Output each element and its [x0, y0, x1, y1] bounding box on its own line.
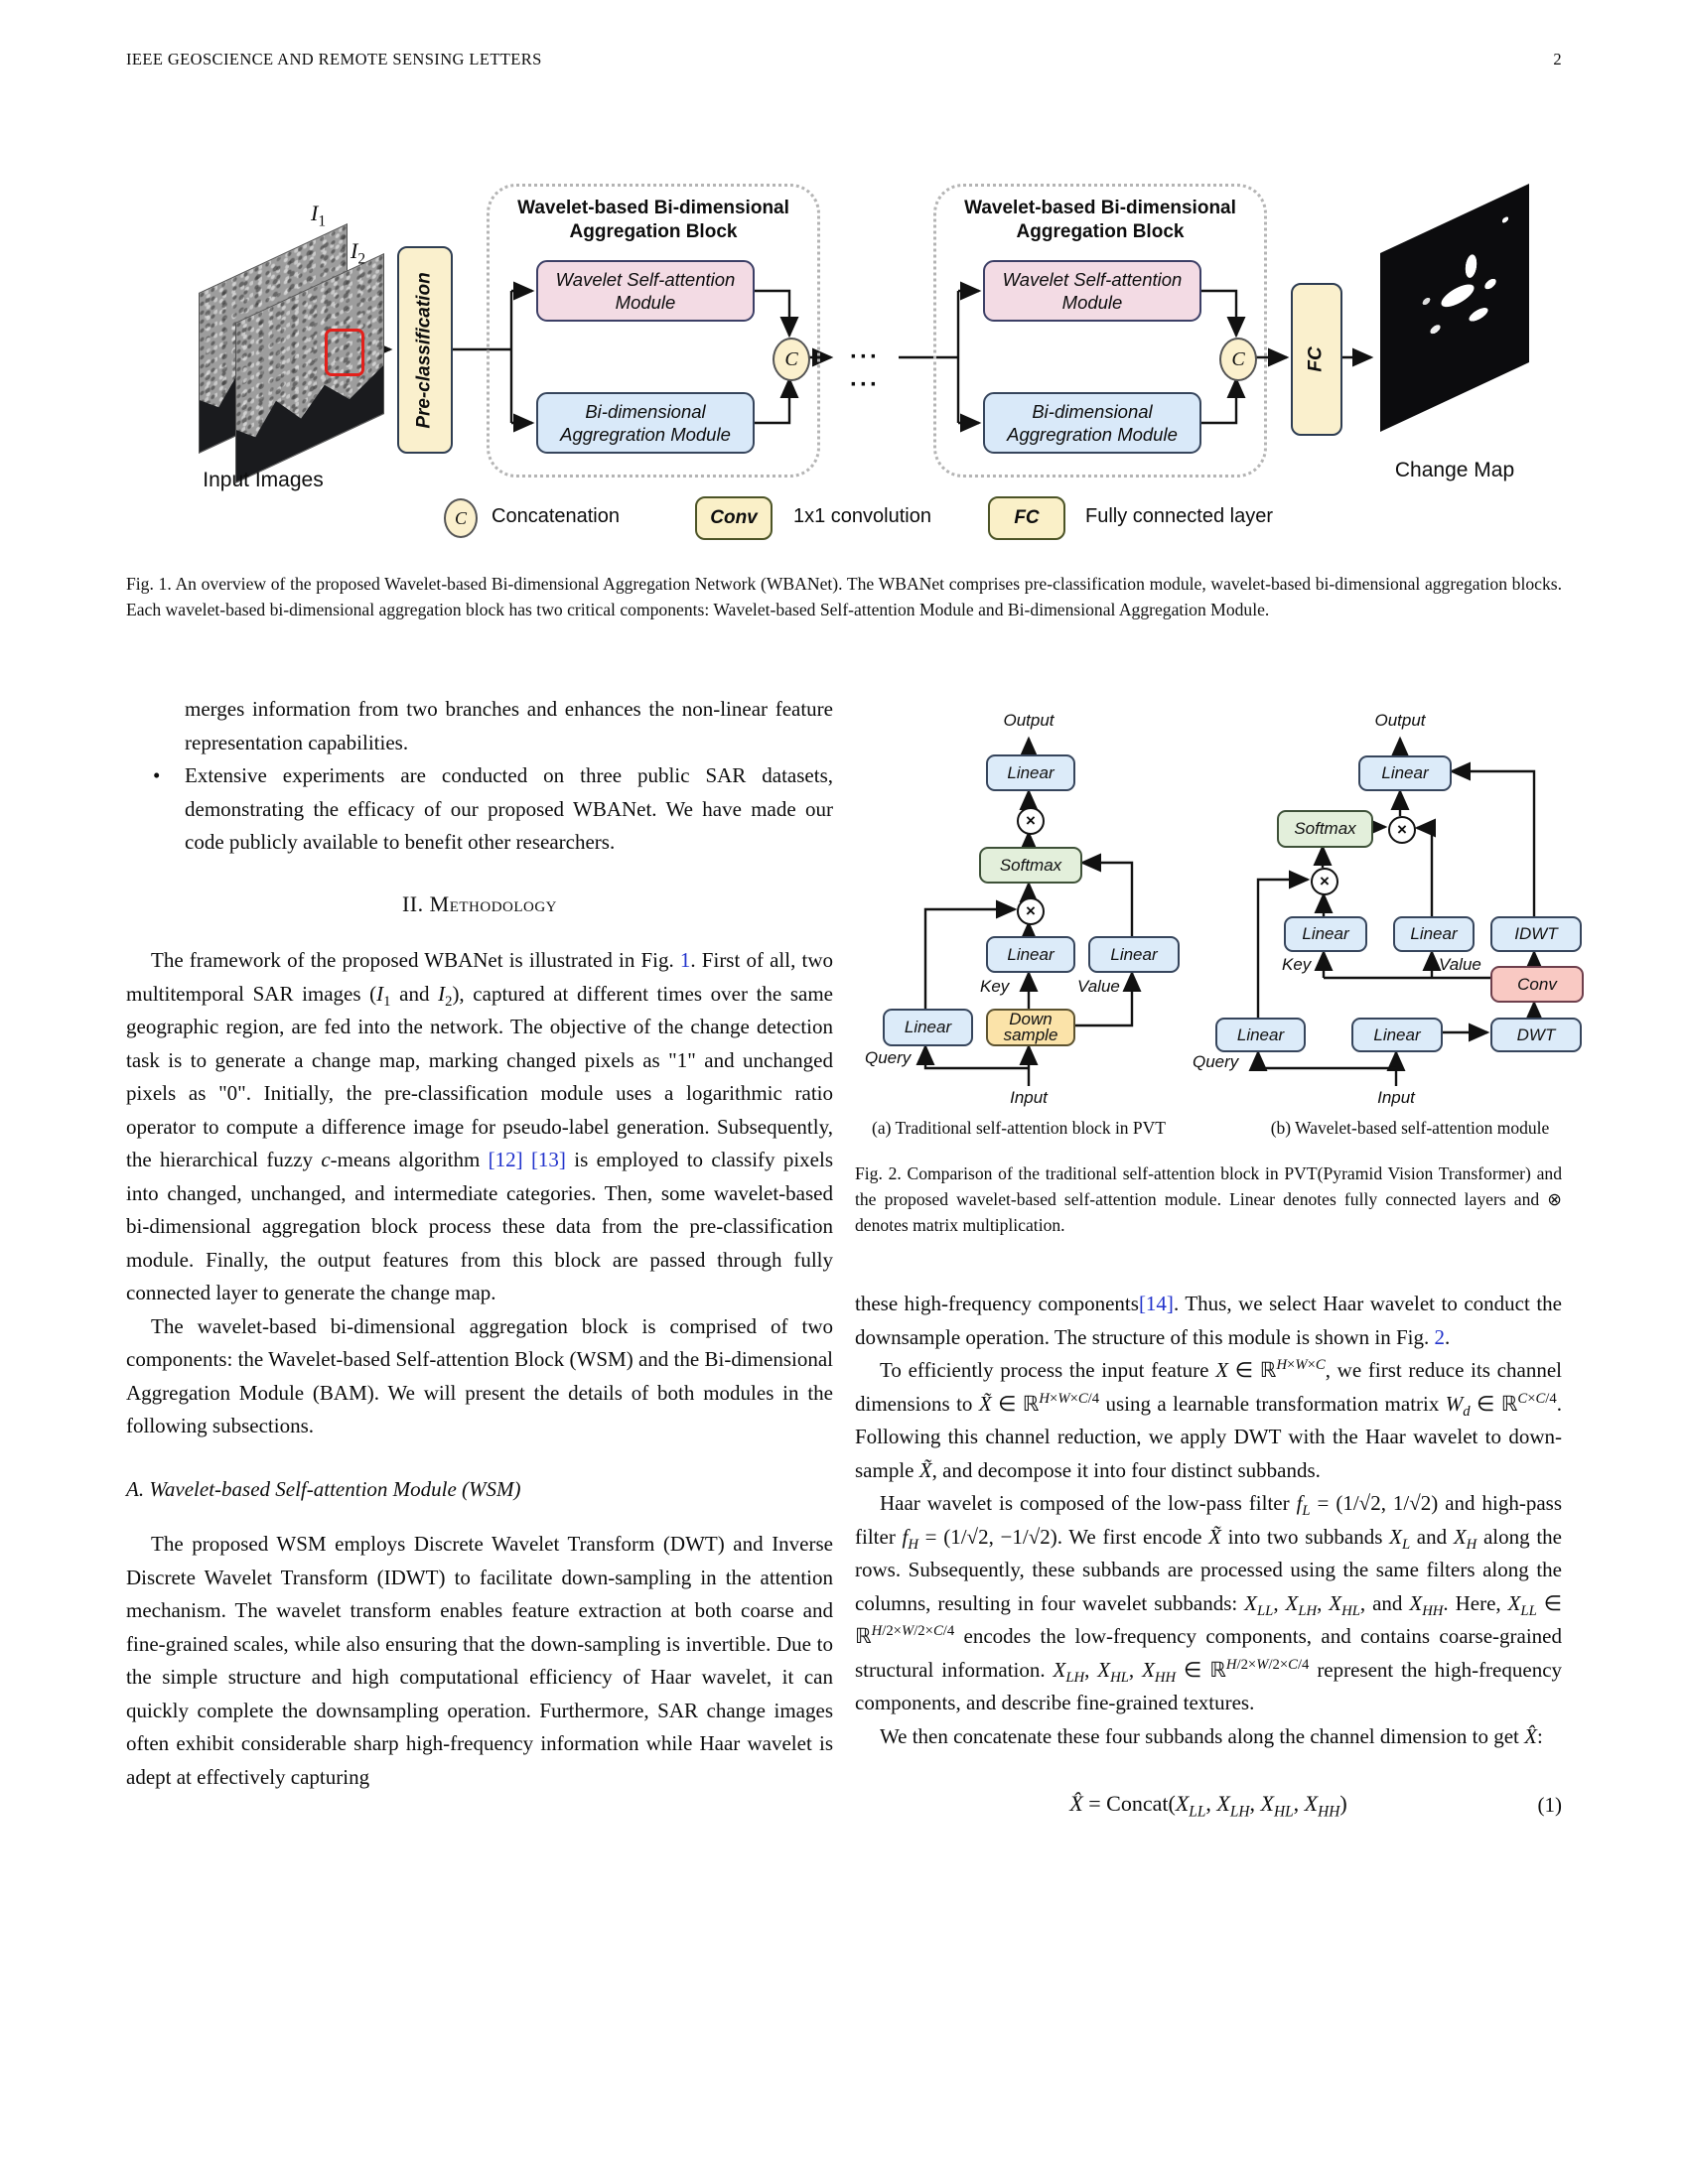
figure-2-caption: Fig. 2. Comparison of the traditional self-attention block in PVT(Pyramid Vision Transformer) and the proposed wavelet-based self-attention module. Linear denotes fully connected layers and ⊗ denotes matrix multiplication. — [855, 1163, 1562, 1235]
paragraph-wsm-intro: The proposed WSM employs Discrete Wavelet Transform (DWT) and Inverse Discrete Wavelet Transform (IDWT) to facilitate down-sampling in the attention mechanism. The wavelet transform enables feature extraction at both coarse and fine-grained scales, while also ensuring that the down-sampling is invertible. Due to the simple structure and high computational efficiency of Haar wavelet, it can quickly complete the downsampling operation. Furthermore, SAR change images often exhibit considerable sharp high-frequency information while Haar wavelet is adept at effectively capturing — [126, 1532, 833, 1789]
page-number: 2 — [1553, 50, 1562, 68]
fig2a-matmul-icon-top: × — [1017, 807, 1045, 835]
change-map-label: Change Map — [1394, 459, 1515, 481]
fig2b-linear-top: Linear — [1358, 755, 1452, 791]
legend-conv-text: 1x1 convolution — [793, 505, 931, 527]
subsection-heading-wsm: A. Wavelet-based Self-attention Module (WSM) — [126, 1476, 521, 1501]
wavelet-self-attention-module-2: Wavelet Self-attention Module — [983, 260, 1201, 322]
region-of-interest-marker — [325, 329, 364, 376]
fig2b-softmax: Softmax — [1277, 810, 1373, 848]
fig2a-linear-value: Linear — [1088, 936, 1180, 973]
paragraph-block-components: The wavelet-based bi-dimensional aggregation block is comprised of two components: the Wavelet-based Self-attention Block (WSM) and the Bi-dimensional Aggregation Module (BAM). We will present the details of both modules in the following subsections. — [126, 1313, 833, 1437]
concatenation-node-1: C — [773, 338, 810, 381]
page-header — [126, 50, 1562, 69]
fig2b-dwt: DWT — [1490, 1018, 1582, 1052]
fig2b-matmul-icon-bottom: × — [1311, 868, 1338, 895]
fully-connected-layer-box: FC — [1291, 283, 1342, 436]
equation-1-number: (1) — [1537, 1793, 1562, 1817]
legend-fc-icon: FC — [988, 496, 1065, 540]
fig2b-linear-key: Linear — [1284, 916, 1367, 952]
bi-dimensional-aggregation-module-1: Bi-dimensional Aggregration Module — [536, 392, 755, 454]
fig2b-input-label: Input — [1377, 1088, 1415, 1107]
left-column — [126, 693, 833, 1794]
fig2a-linear-query: Linear — [883, 1009, 973, 1046]
paragraph-channel-reduction: To efficiently process the input feature X ∈ ℝ$^{H\times W\times C}$, we first reduce its channel dimensions to X̃ ∈ ℝ$^{H\times W\times C/4}$ using a learnable transformation matrix $W_d$ ∈ ℝ$^{C\times C/4}$. Following this channel reduction, we apply DWT with the Haar wavelet to down-sample X̃, and decompose it into four distinct subbands. — [855, 1357, 1562, 1482]
legend-conv-icon: Conv — [695, 496, 773, 540]
fig2b-query-label: Query — [1193, 1052, 1239, 1071]
wavelet-self-attention-module-1: Wavelet Self-attention Module — [536, 260, 755, 322]
right-column — [855, 693, 1562, 1821]
paragraph-haar-filters: Haar wavelet is composed of the low-pass filter $f_L = (1/√2$, 1/√2) and high-pass filter $f_H = (1/√2$, −1/√2). We first encode X̃ into two subbands $X_L$ and $X_H$ along the rows. Subsequently, these subbands are processed using the same filters along the columns, resulting in four wavelet subbands: $X_{LL}$, $X_{LH}$, $X_{HL}$, and $X_{HH}$. Here, $X_{LL}$ ∈ ℝ$^{H/2\times W/2\times C/4}$ encodes the low-frequency components, and contains coarse-grained structural information. $X_{LH}$, $X_{HL}$, $X_{HH}$ ∈ ℝ$^{H/2\times W/2\times C/4}$ represent the high-frequency components, and describe fine-grained textures. — [855, 1491, 1563, 1714]
fig2b-linear-value: Linear — [1393, 916, 1475, 952]
fig2a-value-label: Value — [1077, 977, 1120, 996]
fig2a-softmax: Softmax — [979, 847, 1082, 884]
fig2a-query-label: Query — [865, 1048, 912, 1067]
fig2b-value-label: Value — [1439, 955, 1481, 974]
bullet-item-text: Extensive experiments are conducted on three public SAR datasets, demonstrating the efficacy of our proposed WBANet. We have made our code publicly available to benefit other researchers. — [185, 763, 833, 854]
aggregation-block-1-title: Wavelet-based Bi-dimensional Aggregation Block — [517, 198, 789, 242]
fig2b-output-label: Output — [1374, 711, 1426, 730]
fig2b-matmul-icon-top: × — [1388, 816, 1416, 844]
aggregation-block-2-title: Wavelet-based Bi-dimensional Aggregation Block — [964, 198, 1236, 242]
fig2b-linear-input: Linear — [1351, 1018, 1443, 1052]
bullet-icon: • — [153, 763, 161, 787]
fig2a-matmul-icon-bottom: × — [1017, 897, 1045, 925]
legend-concatenation-text: Concatenation — [492, 505, 620, 527]
paragraph-haar-selection: these high-frequency components[14]. Thus, we select Haar wavelet to conduct the downsample operation. The structure of this module is shown in Fig. 2. — [855, 1292, 1562, 1349]
fig2b-key-label: Key — [1282, 955, 1312, 974]
fig2a-caption: (a) Traditional self-attention block in PVT — [872, 1118, 1166, 1138]
input-image-1-label: $I_1$ — [311, 201, 327, 230]
fig2b-linear-query: Linear — [1215, 1018, 1306, 1052]
figure-2 — [855, 693, 1568, 1145]
equation-1 — [855, 1787, 1562, 1821]
equation-1-body: X̂ = $Concat(X_{LL}$, $X_{LH}$, $X_{HL}$, $X_{HH}$) — [1069, 1791, 1347, 1821]
journal-title: IEEE GEOSCIENCE AND REMOTE SENSING LETTERS — [126, 50, 542, 68]
bullet-continuation: merges information from two branches and enhances the non-linear feature representation capabilities. — [185, 697, 833, 754]
section-heading-methodology: II. Methodology — [401, 890, 558, 916]
fig2b-caption: (b) Wavelet-based self-attention module — [1270, 1118, 1550, 1138]
fig2a-downsample: Down sample — [986, 1009, 1075, 1046]
ellipsis-dots: ··· ··· — [850, 343, 880, 398]
paragraph-concatenate: We then concatenate these four subbands along the channel dimension to get X̂: — [880, 1723, 1543, 1748]
bi-dimensional-aggregation-module-2: Bi-dimensional Aggregration Module — [983, 392, 1201, 454]
spacer — [855, 1238, 1562, 1288]
bullet-item — [126, 759, 833, 860]
fig2a-linear-key: Linear — [986, 936, 1075, 973]
legend-fc-text: Fully connected layer — [1085, 505, 1273, 527]
paragraph-framework: The framework of the proposed WBANet is illustrated in Fig. 1. First of all, two multitemporal SAR images ($I_1$ and $I_2$), captured at different times over the same geographic region, are fed into the network. The objective of the change detection task is to generate a change map, marking changed pixels as "1" and unchanged pixels as "0". Initially, the pre-classification module uses a logarithmic ratio operator to compute a difference image for pseudo-label generation. Subsequently, the hierarchical fuzzy c-means algorithm [12] [13] is employed to classify pixels into changed, unchanged, and intermediate categories. Then, some wavelet-based bi-dimensional aggregation block process these data from the pre-classification module. Finally, the output features from this block are passed through fully connected layer to generate the change map. — [126, 948, 833, 1304]
input-images-label: Input Images — [203, 469, 324, 491]
concatenation-node-2: C — [1219, 338, 1257, 381]
fig2b-conv: Conv — [1490, 966, 1584, 1003]
figure-1-caption: Fig. 1. An overview of the proposed Wavelet-based Bi-dimensional Aggregation Network (WBANet). The WBANet comprises pre-classification module, wavelet-based bi-dimensional aggregation blocks. Each wavelet-based bi-dimensional aggregation block has two critical components: Wavelet-based Self-attention Module and Bi-dimensional Aggregation Module. — [126, 574, 1562, 619]
input-image-2-label: $I_2$ — [351, 238, 366, 268]
fig2b-idwt: IDWT — [1490, 916, 1582, 952]
fig2a-input-label: Input — [1010, 1088, 1048, 1107]
fig2a-output-label: Output — [1003, 711, 1055, 730]
figure-1 — [126, 119, 1562, 564]
fig2a-key-label: Key — [980, 977, 1010, 996]
fig2a-linear-top: Linear — [986, 754, 1075, 791]
pre-classification-module: Pre-classification — [397, 246, 453, 454]
legend-concatenation-icon: C — [444, 498, 478, 538]
